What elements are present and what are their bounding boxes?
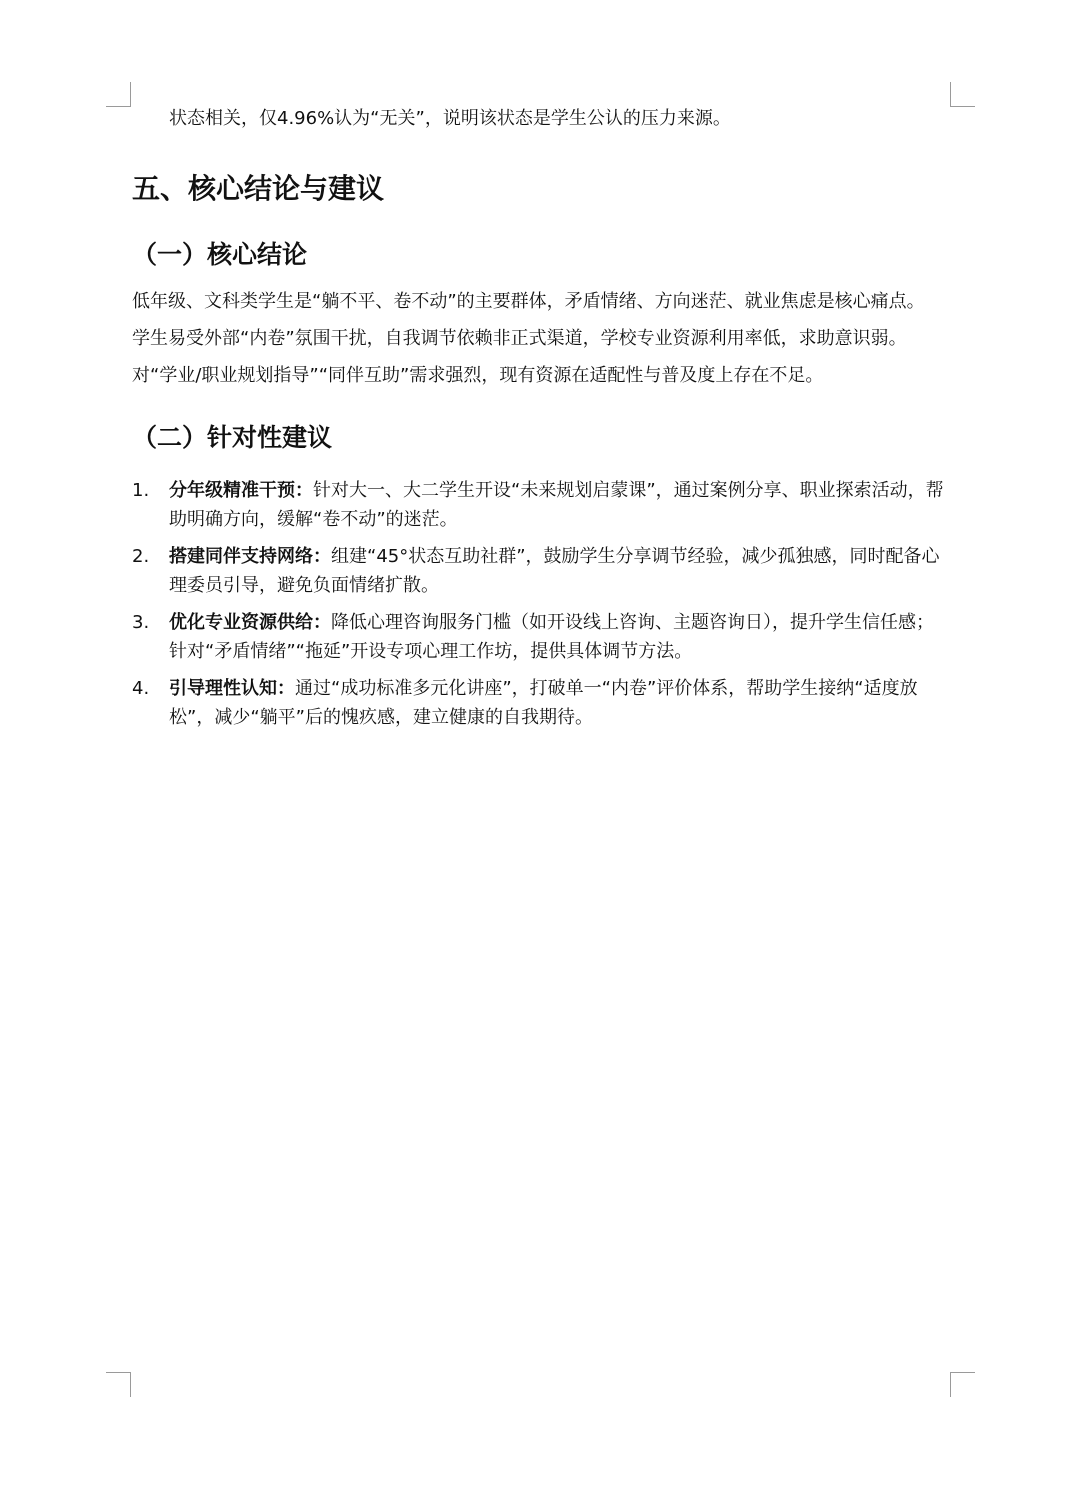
item-text: 针对大一、大二学生开设“未来规划启蒙课”，通过案例分享、职业探索活动，帮助明确方向，缓解“卷不动”的迷茫。 — [169, 480, 944, 530]
intro-continuation: 状态相关，仅4.96%认为“无关”，说明该状态是学生公认的压力来源。 — [169, 108, 731, 129]
conclusion-paragraph: 低年级、文科类学生是“躺不平、卷不动”的主要群体，矛盾情绪、方向迷茫、就业焦虑是核心痛点。 — [132, 291, 925, 312]
item-title: 引导理性认知： — [169, 678, 295, 699]
section-title: 五、核心结论与建议 — [132, 172, 385, 205]
recommendation-item — [132, 476, 950, 534]
recommendation-item — [132, 608, 950, 666]
conclusion-paragraph: 对“学业/职业规划指导”“同伴互助”需求强烈，现有资源在适配性与普及度上存在不足。 — [132, 365, 824, 386]
item-number: 4. — [132, 678, 150, 699]
page-content — [132, 104, 950, 740]
crop-mark-top-left — [106, 82, 131, 107]
conclusions-heading: （一）核心结论 — [132, 240, 308, 269]
item-text: 降低心理咨询服务门槛（如开设线上咨询、主题咨询日），提升学生信任感；针对“矛盾情绪”“拖延”开设专项心理工作坊，提供具体调节方法。 — [169, 612, 934, 662]
item-text: 组建“45°状态互助社群”，鼓励学生分享调节经验，减少孤独感，同时配备心理委员引导，避免负面情绪扩散。 — [169, 546, 940, 596]
crop-mark-bottom-right — [950, 1372, 975, 1397]
item-title: 优化专业资源供给： — [169, 612, 331, 633]
item-number: 1. — [132, 480, 150, 501]
recommendations-list — [132, 476, 950, 732]
item-number: 3. — [132, 612, 150, 633]
recommendation-item — [132, 674, 950, 732]
item-title: 搭建同伴支持网络： — [169, 546, 331, 567]
crop-mark-bottom-left — [106, 1372, 131, 1397]
item-text: 通过“成功标准多元化讲座”，打破单一“内卷”评价体系，帮助学生接纳“适度放松”，减少“躺平”后的愧疚感，建立健康的自我期待。 — [169, 678, 918, 728]
crop-mark-top-right — [950, 82, 975, 107]
recommendations-heading: （二）针对性建议 — [132, 423, 333, 452]
recommendation-item — [132, 542, 950, 600]
item-number: 2. — [132, 546, 150, 567]
conclusion-paragraph: 学生易受外部“内卷”氛围干扰，自我调节依赖非正式渠道，学校专业资源利用率低，求助意识弱。 — [132, 328, 907, 349]
item-title: 分年级精准干预： — [169, 480, 313, 501]
